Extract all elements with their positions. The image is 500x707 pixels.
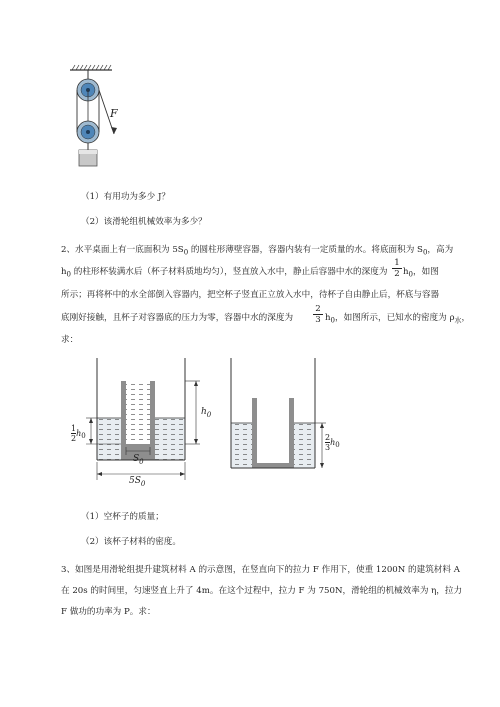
label-half-h0: $\frac{1}{2}$ $h_0$ (71, 424, 86, 443)
q2-line4: 底刚好接触，且杯子对容器底的压力为零，容器中水的深度为 (61, 313, 294, 323)
label-5s0: $5S_0$ (129, 476, 146, 488)
container-figure-2 (226, 352, 341, 472)
q2-line4-tail: $h_0$，如图所示，已知水的密度为 $\rho_水$， (325, 313, 471, 325)
q2-line3: 所示；再将杯中的水全部倒入容器内，把空杯子竖直正立放入水中，待杯子自由静止后，杯底与容器 (61, 290, 440, 300)
q2-line2: $h_0$ 的柱形杯装满水后（杯子材料质地均匀），竖直放入水中，静止后容器中水的深度为 (61, 267, 388, 279)
label-h0-right: $h_0$ (201, 407, 212, 419)
q2-sub2: （2）该杯子材料的密度。 (81, 537, 181, 547)
fraction-half: 1 2 (392, 258, 402, 279)
label-two-thirds-h0: $\frac{2}{3}$ $h_0$ (325, 433, 340, 452)
label-s0: $S_0$ (133, 454, 144, 466)
q2-sub1: （1）空杯子的质量； (81, 512, 164, 522)
fraction-two-thirds: 2 3 (313, 304, 323, 325)
q2-line1: 2、水平桌面上有一底面积为 $5S_0$ 的圆柱形薄壁容器，容器内装有一定质量的水。将底面积为 $S_0$，高为 (61, 245, 454, 257)
q3-line3: F 做功的功率为 P。求： (61, 607, 156, 617)
force-label: F (110, 107, 118, 120)
q3-line1: 3、如图是用滑轮组提升建筑材料 A 的示意图，在竖直向下的拉力 F 作用下，使重 1200N 的建筑材料 A (61, 565, 460, 575)
q1-sub1: （1）有用功为多少 J？ (81, 192, 170, 202)
q2-line5: 求： (61, 335, 79, 345)
q3-line2: 在 20s 的时间里，匀速竖直上升了 4m。在这个过程中，拉力 F 为 750N，滑轮组的机械效率为 η，拉力 (61, 586, 463, 596)
container-figure-1 (66, 352, 216, 492)
q2-line2-tail: $h_0$，如图 (403, 267, 439, 279)
q1-sub2: （2）该滑轮组机械效率为多少？ (81, 217, 207, 227)
